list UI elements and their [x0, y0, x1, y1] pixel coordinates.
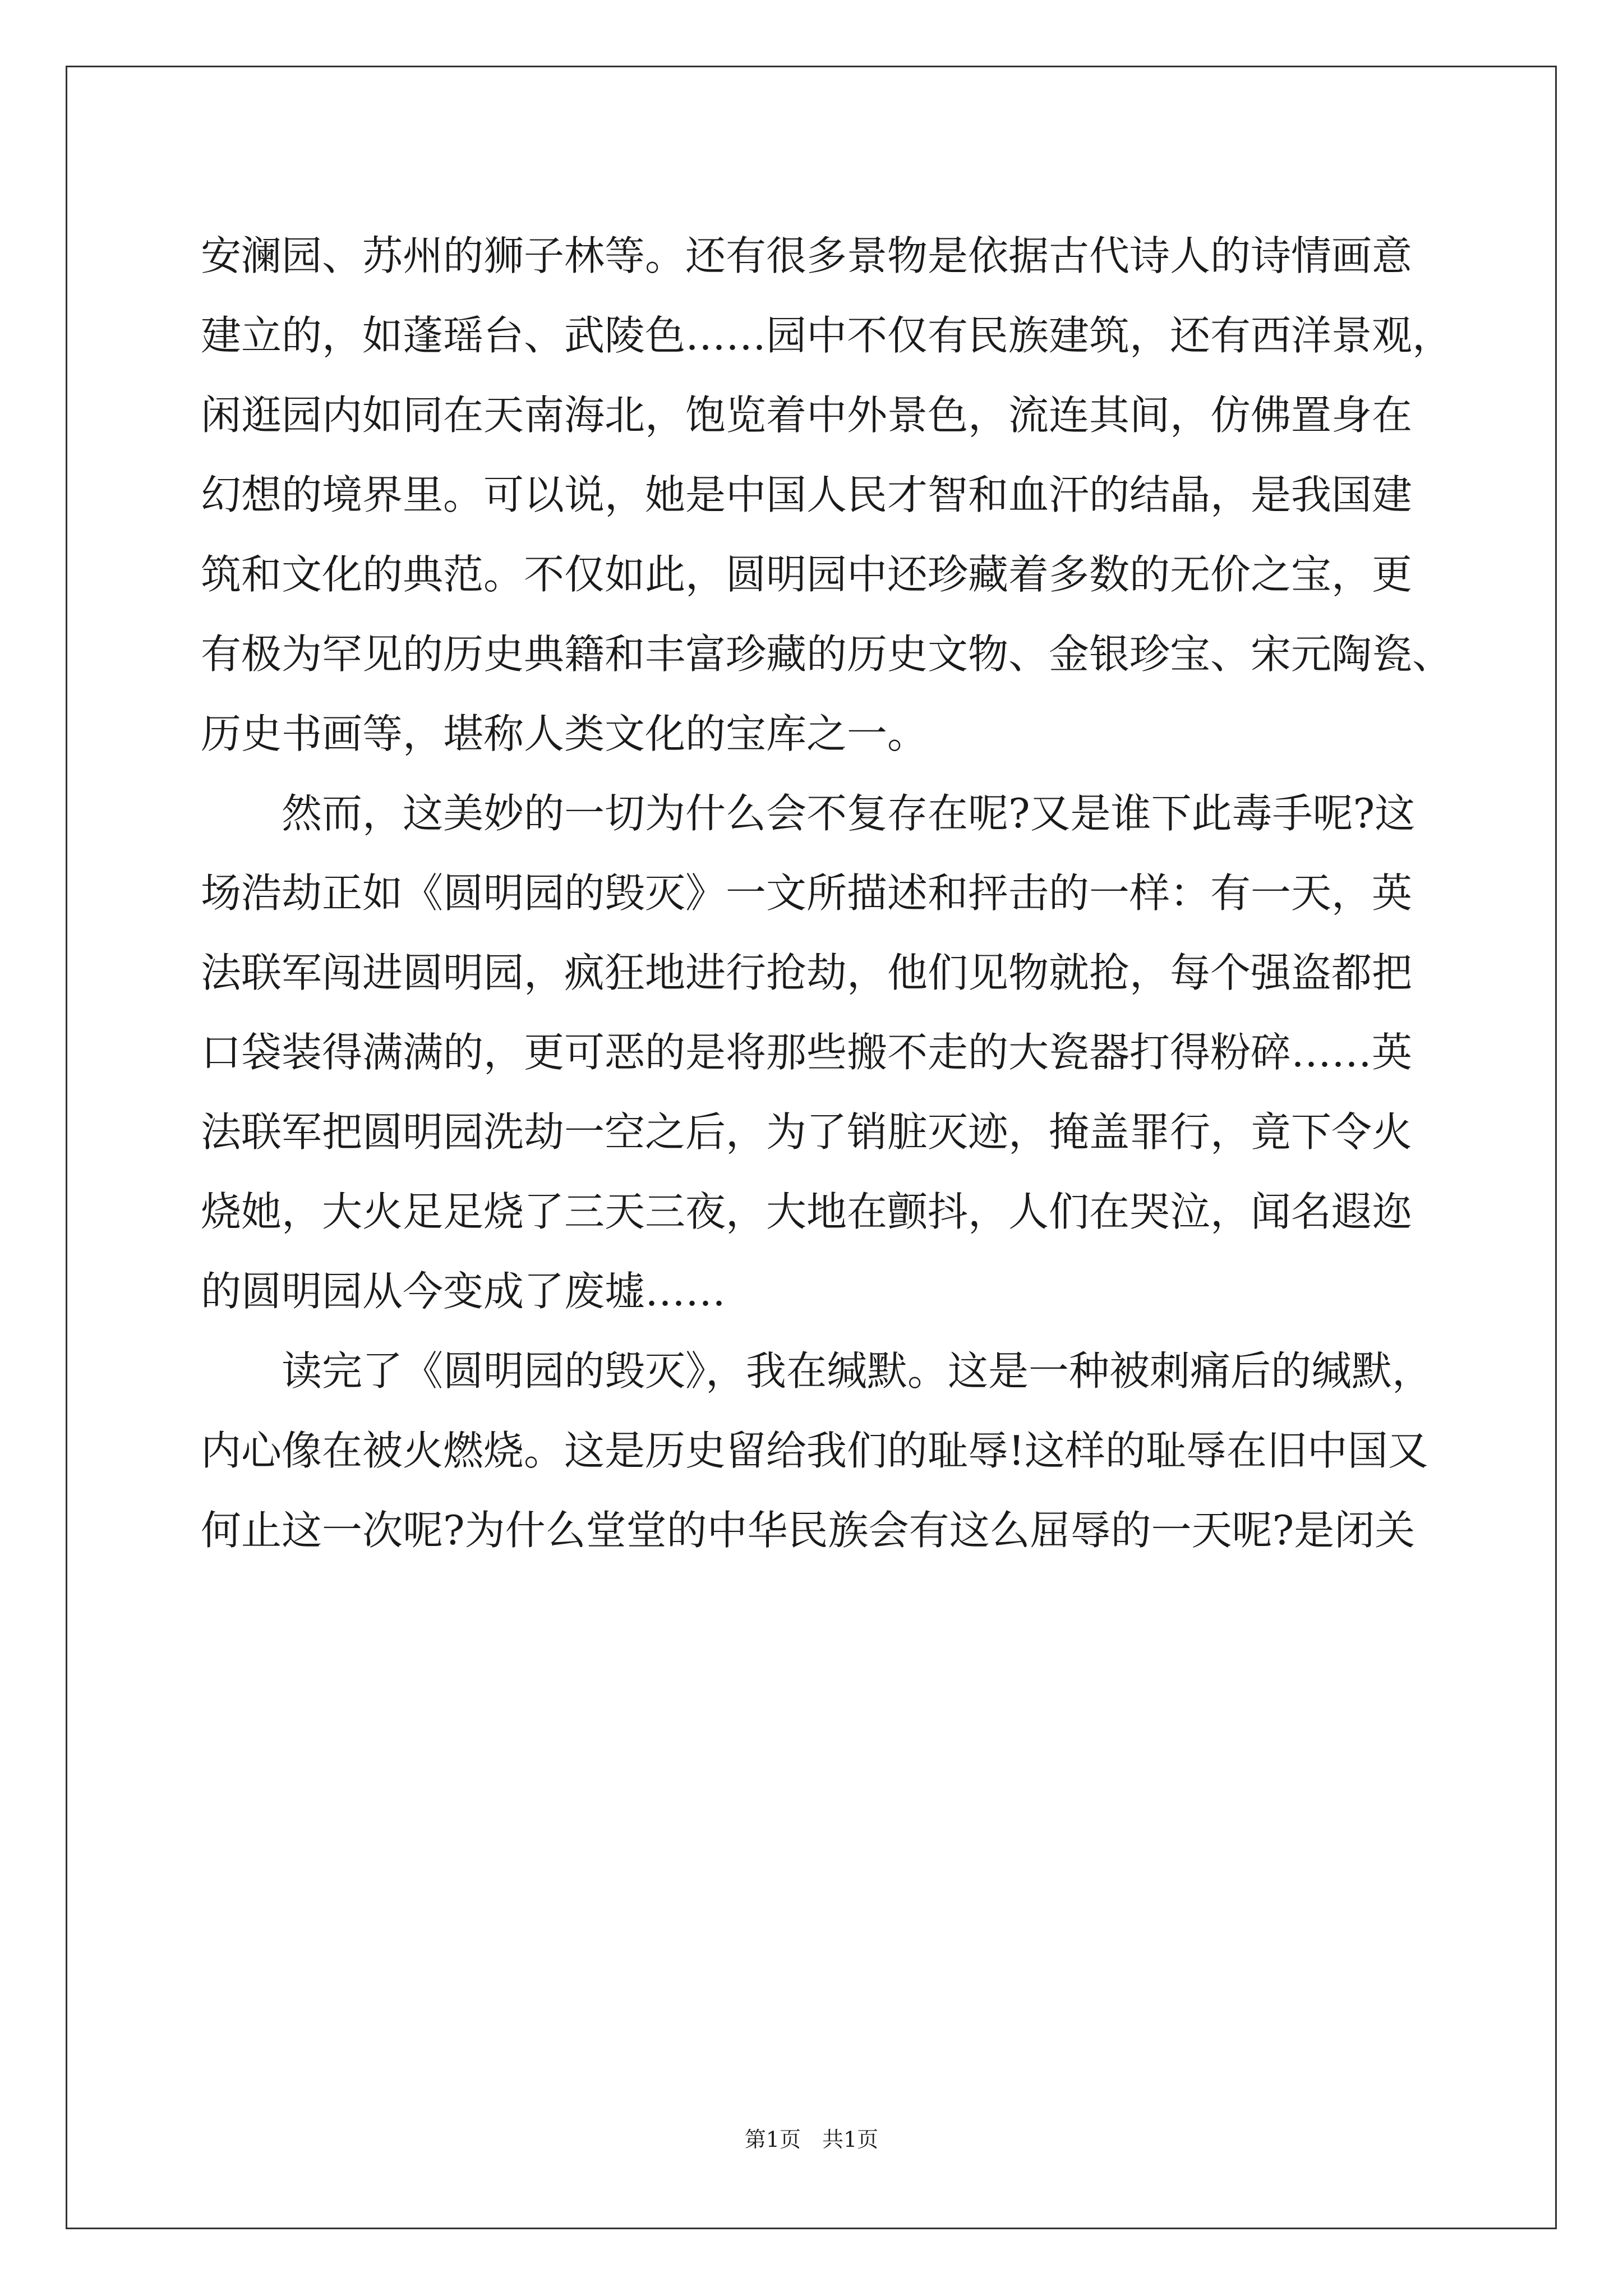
- paragraph-start-line: 然而，这美妙的一切为什么会不复存在呢?又是谁下此毒手呢?这: [282, 790, 1415, 837]
- text-line: 烧她，大火足足烧了三天三夜，大地在颤抖，人们在哭泣，闻名遐迩: [201, 1188, 1413, 1235]
- document-body: [201, 216, 1453, 1570]
- text-line: 口袋装得满满的，更可恶的是将那些搬不走的大瓷器打得粉碎……英: [201, 1029, 1413, 1076]
- text-line: 安澜园、苏州的狮子林等。还有很多景物是依据古代诗人的诗情画意: [201, 232, 1413, 279]
- text-line: 筑和文化的典范。不仅如此，圆明园中还珍藏着多数的无价之宝，更: [201, 551, 1413, 598]
- text-line: 法联军把圆明园洗劫一空之后，为了销脏灭迹，掩盖罪行，竟下令火: [201, 1108, 1413, 1156]
- text-line: 幻想的境界里。可以说，她是中国人民才智和血汗的结晶，是我国建: [201, 471, 1413, 518]
- text-line: 建立的，如蓬瑶台、武陵色……园中不仅有民族建筑，还有西洋景观，: [201, 312, 1453, 359]
- text-line: 历史书画等，堪称人类文化的宝库之一。: [201, 710, 928, 757]
- text-line: 闲逛园内如同在天南海北，饱览着中外景色，流连其间，仿佛置身在: [201, 392, 1413, 439]
- text-line: 场浩劫正如《圆明园的毁灭》一文所描述和抨击的一样：有一天，英: [201, 869, 1413, 917]
- text-line: 的圆明园从今变成了废墟……: [201, 1268, 726, 1315]
- text-line: 何止这一次呢?为什么堂堂的中华民族会有这么屈辱的一天呢?是闭关: [201, 1507, 1415, 1554]
- text-line: 有极为罕见的历史典籍和丰富珍藏的历史文物、金银珍宝、宋元陶瓷、: [201, 631, 1453, 678]
- text-line: 法联军闯进圆明园，疯狂地进行抢劫，他们见物就抢，每个强盗都把: [201, 949, 1413, 996]
- text-line: 内心像在被火燃烧。这是历史留给我们的耻辱!这样的耻辱在旧中国又: [201, 1427, 1428, 1474]
- paragraph-start-line: 读完了《圆明园的毁灭》，我在缄默。这是一种被刺痛后的缄默，: [282, 1347, 1433, 1395]
- page-number-footer: 第1页 共1页: [744, 2127, 879, 2152]
